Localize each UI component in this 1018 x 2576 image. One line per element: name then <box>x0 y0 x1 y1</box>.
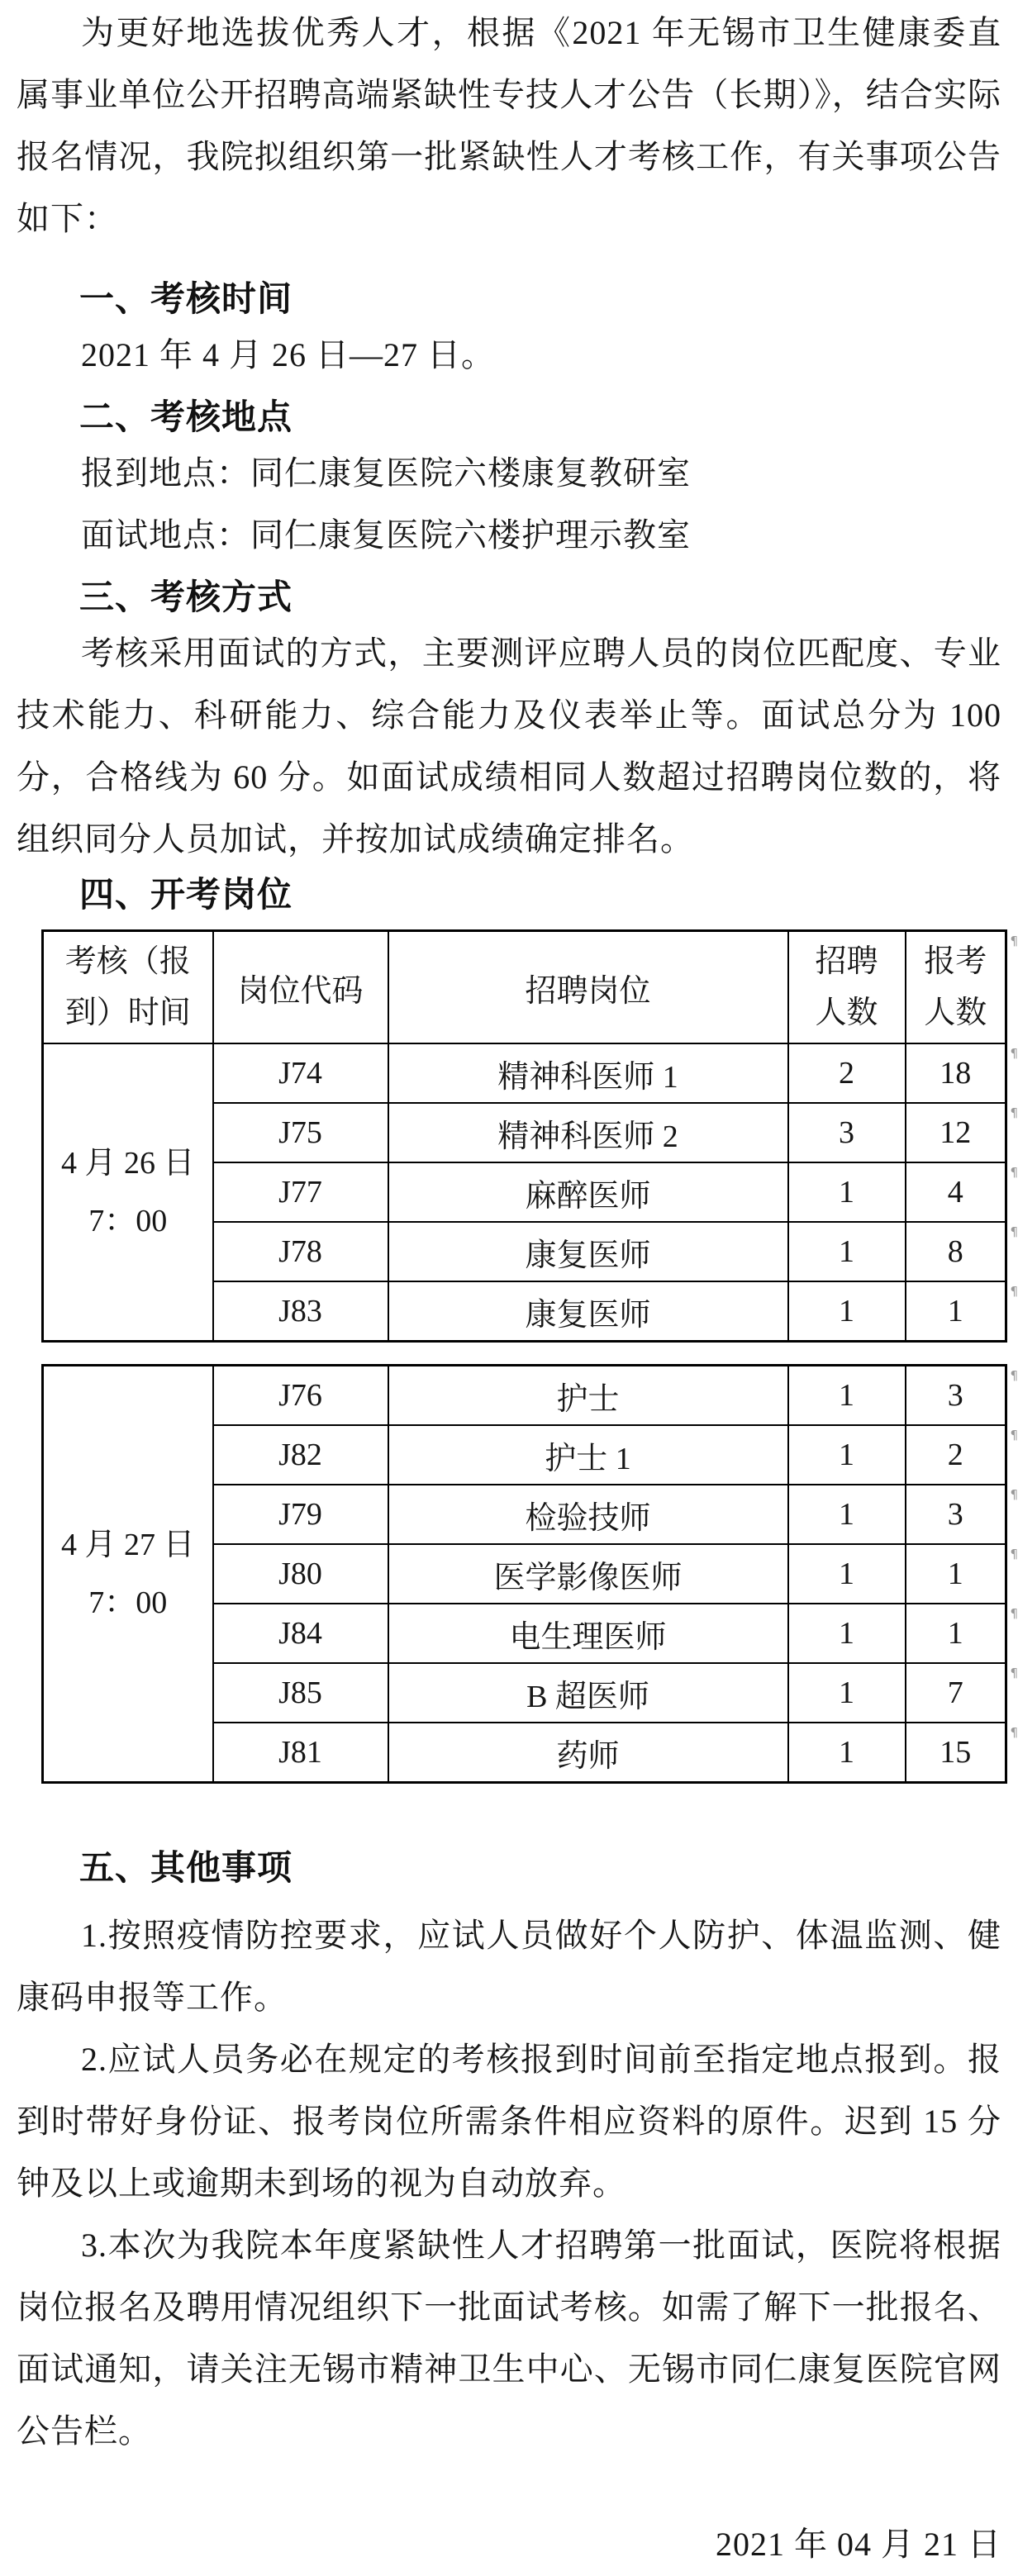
job-code-cell: J81 <box>213 1723 388 1783</box>
applicant-count-cell <box>906 1043 1018 1103</box>
applicant-count-value: 4 <box>947 1175 963 1210</box>
header-applicant-count <box>906 931 1018 1044</box>
recruit-count-cell: 3 <box>788 1103 906 1162</box>
recruit-count-cell: 1 <box>788 1544 906 1604</box>
recruit-count-cell: 2 <box>788 1043 906 1103</box>
section-5-heading: 五、其他事项 <box>79 1848 293 1887</box>
paragraph-mark-icon: ¶ <box>1010 1368 1018 1383</box>
paragraph-mark-icon: ¶ <box>1010 1428 1018 1442</box>
job-title-cell: 麻醉医师 <box>388 1162 788 1222</box>
section-4-heading: 四、开考岗位 <box>79 875 293 914</box>
applicant-count-value: 2 <box>947 1438 963 1472</box>
applicant-count-cell <box>906 1544 1018 1604</box>
applicant-count-value: 12 <box>940 1115 972 1150</box>
paragraph-mark-icon: ¶ <box>1010 1224 1018 1239</box>
paragraph-mark-icon: ¶ <box>1010 934 1018 948</box>
job-title-cell: 精神科医师 1 <box>388 1043 788 1103</box>
job-code-cell: J84 <box>213 1604 388 1663</box>
exam-date-line1: 4 月 27 日 <box>60 1528 195 1562</box>
paragraph-mark-icon: ¶ <box>1010 1725 1018 1740</box>
applicant-count-cell <box>906 1281 1018 1342</box>
section-3-heading: 三、考核方式 <box>79 577 293 616</box>
applicant-count-value: 3 <box>947 1497 963 1532</box>
job-title-cell: 护士 <box>388 1366 788 1426</box>
job-code-cell: J79 <box>213 1485 388 1544</box>
applicant-count-value: 15 <box>940 1735 972 1770</box>
interview-location-text: 面试地点：同仁康复医院六楼护理示教室 <box>81 516 691 554</box>
announcement-date: 2021 年 04 月 21 日 <box>716 2526 1001 2563</box>
exam-method-paragraph: 考核采用面试的方式，主要测评应聘人员的岗位匹配度、专业技术能力、科研能力、综合能力及仪表举止等。面试总分为 100 分，合格线为 60 分。如面试成绩相同人数超过招聘岗位数的，将组织同分人员加试，并按加试成绩确定排名。 <box>17 634 1001 858</box>
job-title-cell: 医学影像医师 <box>388 1544 788 1604</box>
table-row <box>43 1366 1006 1426</box>
recruit-count-cell: 1 <box>788 1663 906 1723</box>
job-code-cell: J77 <box>213 1162 388 1222</box>
header-recruit-count <box>788 931 906 1044</box>
checkin-location-text: 报到地点：同仁康复医院六楼康复教研室 <box>81 454 691 492</box>
job-code-cell: J82 <box>213 1425 388 1485</box>
applicant-count-cell <box>906 1103 1018 1162</box>
job-code-cell: J83 <box>213 1281 388 1342</box>
recruit-count-cell: 1 <box>788 1485 906 1544</box>
applicant-count-value: 1 <box>947 1294 963 1328</box>
applicant-count-cell <box>906 1162 1018 1222</box>
header-applicant-count-line1: 报考 <box>924 944 987 979</box>
applicant-count-cell <box>906 1425 1018 1485</box>
applicant-count-cell <box>906 1366 1018 1426</box>
job-title-cell: 康复医师 <box>388 1281 788 1342</box>
applicant-count-cell <box>906 1663 1018 1723</box>
header-job-code: 岗位代码 <box>213 931 388 1044</box>
other-item-1: 1.按照疫情防控要求，应试人员做好个人防护、体温监测、健康码申报等工作。 <box>17 1917 1001 2016</box>
recruit-count-cell: 1 <box>788 1425 906 1485</box>
job-code-cell: J76 <box>213 1366 388 1426</box>
applicant-count-cell <box>906 1485 1018 1544</box>
job-code-cell: J75 <box>213 1103 388 1162</box>
job-code-cell: J74 <box>213 1043 388 1103</box>
exam-date-cell <box>43 1366 213 1783</box>
applicant-count-cell <box>906 1604 1018 1663</box>
applicant-count-value: 3 <box>947 1378 963 1413</box>
job-title-cell: 药师 <box>388 1723 788 1783</box>
intro-paragraph: 为更好地选拔优秀人才，根据《2021 年无锡市卫生健康委直属事业单位公开招聘高端紧缺性专技人才公告（长期）》，结合实际报名情况，我院拟组织第一批紧缺性人才考核工作，有关事项公告如下： <box>17 14 1001 237</box>
job-title-cell: 检验技师 <box>388 1485 788 1544</box>
recruit-count-cell: 1 <box>788 1162 906 1222</box>
header-exam-time-line2: 到）时间 <box>64 996 191 1030</box>
header-exam-time <box>43 931 213 1044</box>
section-2-heading: 二、考核地点 <box>79 397 293 436</box>
header-applicant-count-line2: 人数 <box>924 996 987 1030</box>
recruit-count-cell: 1 <box>788 1366 906 1426</box>
job-title-cell: 护士 1 <box>388 1425 788 1485</box>
table-header-row <box>43 931 1006 1044</box>
exam-day2-table <box>41 1364 1018 1784</box>
paragraph-mark-icon: ¶ <box>1010 1046 1018 1061</box>
applicant-count-value: 1 <box>947 1616 963 1651</box>
job-code-cell: J78 <box>213 1222 388 1281</box>
paragraph-mark-icon: ¶ <box>1010 1105 1018 1120</box>
section-1-heading: 一、考核时间 <box>79 279 293 318</box>
header-recruit-count-line2: 人数 <box>815 996 878 1030</box>
recruit-count-cell: 1 <box>788 1604 906 1663</box>
other-item-3: 3.本次为我院本年度紧缺性人才招聘第一批面试，医院将根据岗位报名及聘用情况组织下一批面试考核。如需了解下一批报名、面试通知，请关注无锡市精神卫生中心、无锡市同仁康复医院官网公告栏。 <box>17 2227 1001 2450</box>
paragraph-mark-icon: ¶ <box>1010 1487 1018 1502</box>
exam-date-line2: 7：00 <box>88 1204 168 1238</box>
paragraph-mark-icon: ¶ <box>1010 1284 1018 1299</box>
paragraph-mark-icon: ¶ <box>1010 1165 1018 1180</box>
job-title-cell: 精神科医师 2 <box>388 1103 788 1162</box>
table-row <box>43 1043 1006 1103</box>
job-code-cell: J80 <box>213 1544 388 1604</box>
recruit-count-cell: 1 <box>788 1723 906 1783</box>
job-title-cell: 康复医师 <box>388 1222 788 1281</box>
header-recruit-count-line1: 招聘 <box>815 944 878 979</box>
applicant-count-cell <box>906 1723 1018 1783</box>
job-code-cell: J85 <box>213 1663 388 1723</box>
job-title-cell: 电生理医师 <box>388 1604 788 1663</box>
header-job-title: 招聘岗位 <box>388 931 788 1044</box>
paragraph-mark-icon: ¶ <box>1010 1547 1018 1561</box>
applicant-count-value: 8 <box>947 1234 963 1269</box>
recruit-count-cell: 1 <box>788 1222 906 1281</box>
job-title-cell: B 超医师 <box>388 1663 788 1723</box>
paragraph-mark-icon: ¶ <box>1010 1606 1018 1621</box>
other-item-2: 2.应试人员务必在规定的考核报到时间前至指定地点报到。报到时带好身份证、报考岗位所需条件相应资料的原件。迟到 15 分钟及以上或逾期未到场的视为自动放弃。 <box>17 2041 1001 2202</box>
exam-date-cell <box>43 1043 213 1342</box>
paragraph-mark-icon: ¶ <box>1010 1666 1018 1680</box>
exam-day1-table <box>41 929 1018 1343</box>
exam-date-line1: 4 月 26 日 <box>60 1146 195 1181</box>
applicant-count-value: 18 <box>940 1056 972 1091</box>
exam-time-text: 2021 年 4 月 26 日—27 日。 <box>81 336 495 373</box>
applicant-count-value: 7 <box>947 1675 963 1710</box>
header-exam-time-line1: 考核（报 <box>64 944 191 979</box>
exam-date-line2: 7：00 <box>88 1585 168 1620</box>
applicant-count-cell <box>906 1222 1018 1281</box>
applicant-count-value: 1 <box>947 1557 963 1591</box>
recruit-count-cell: 1 <box>788 1281 906 1342</box>
